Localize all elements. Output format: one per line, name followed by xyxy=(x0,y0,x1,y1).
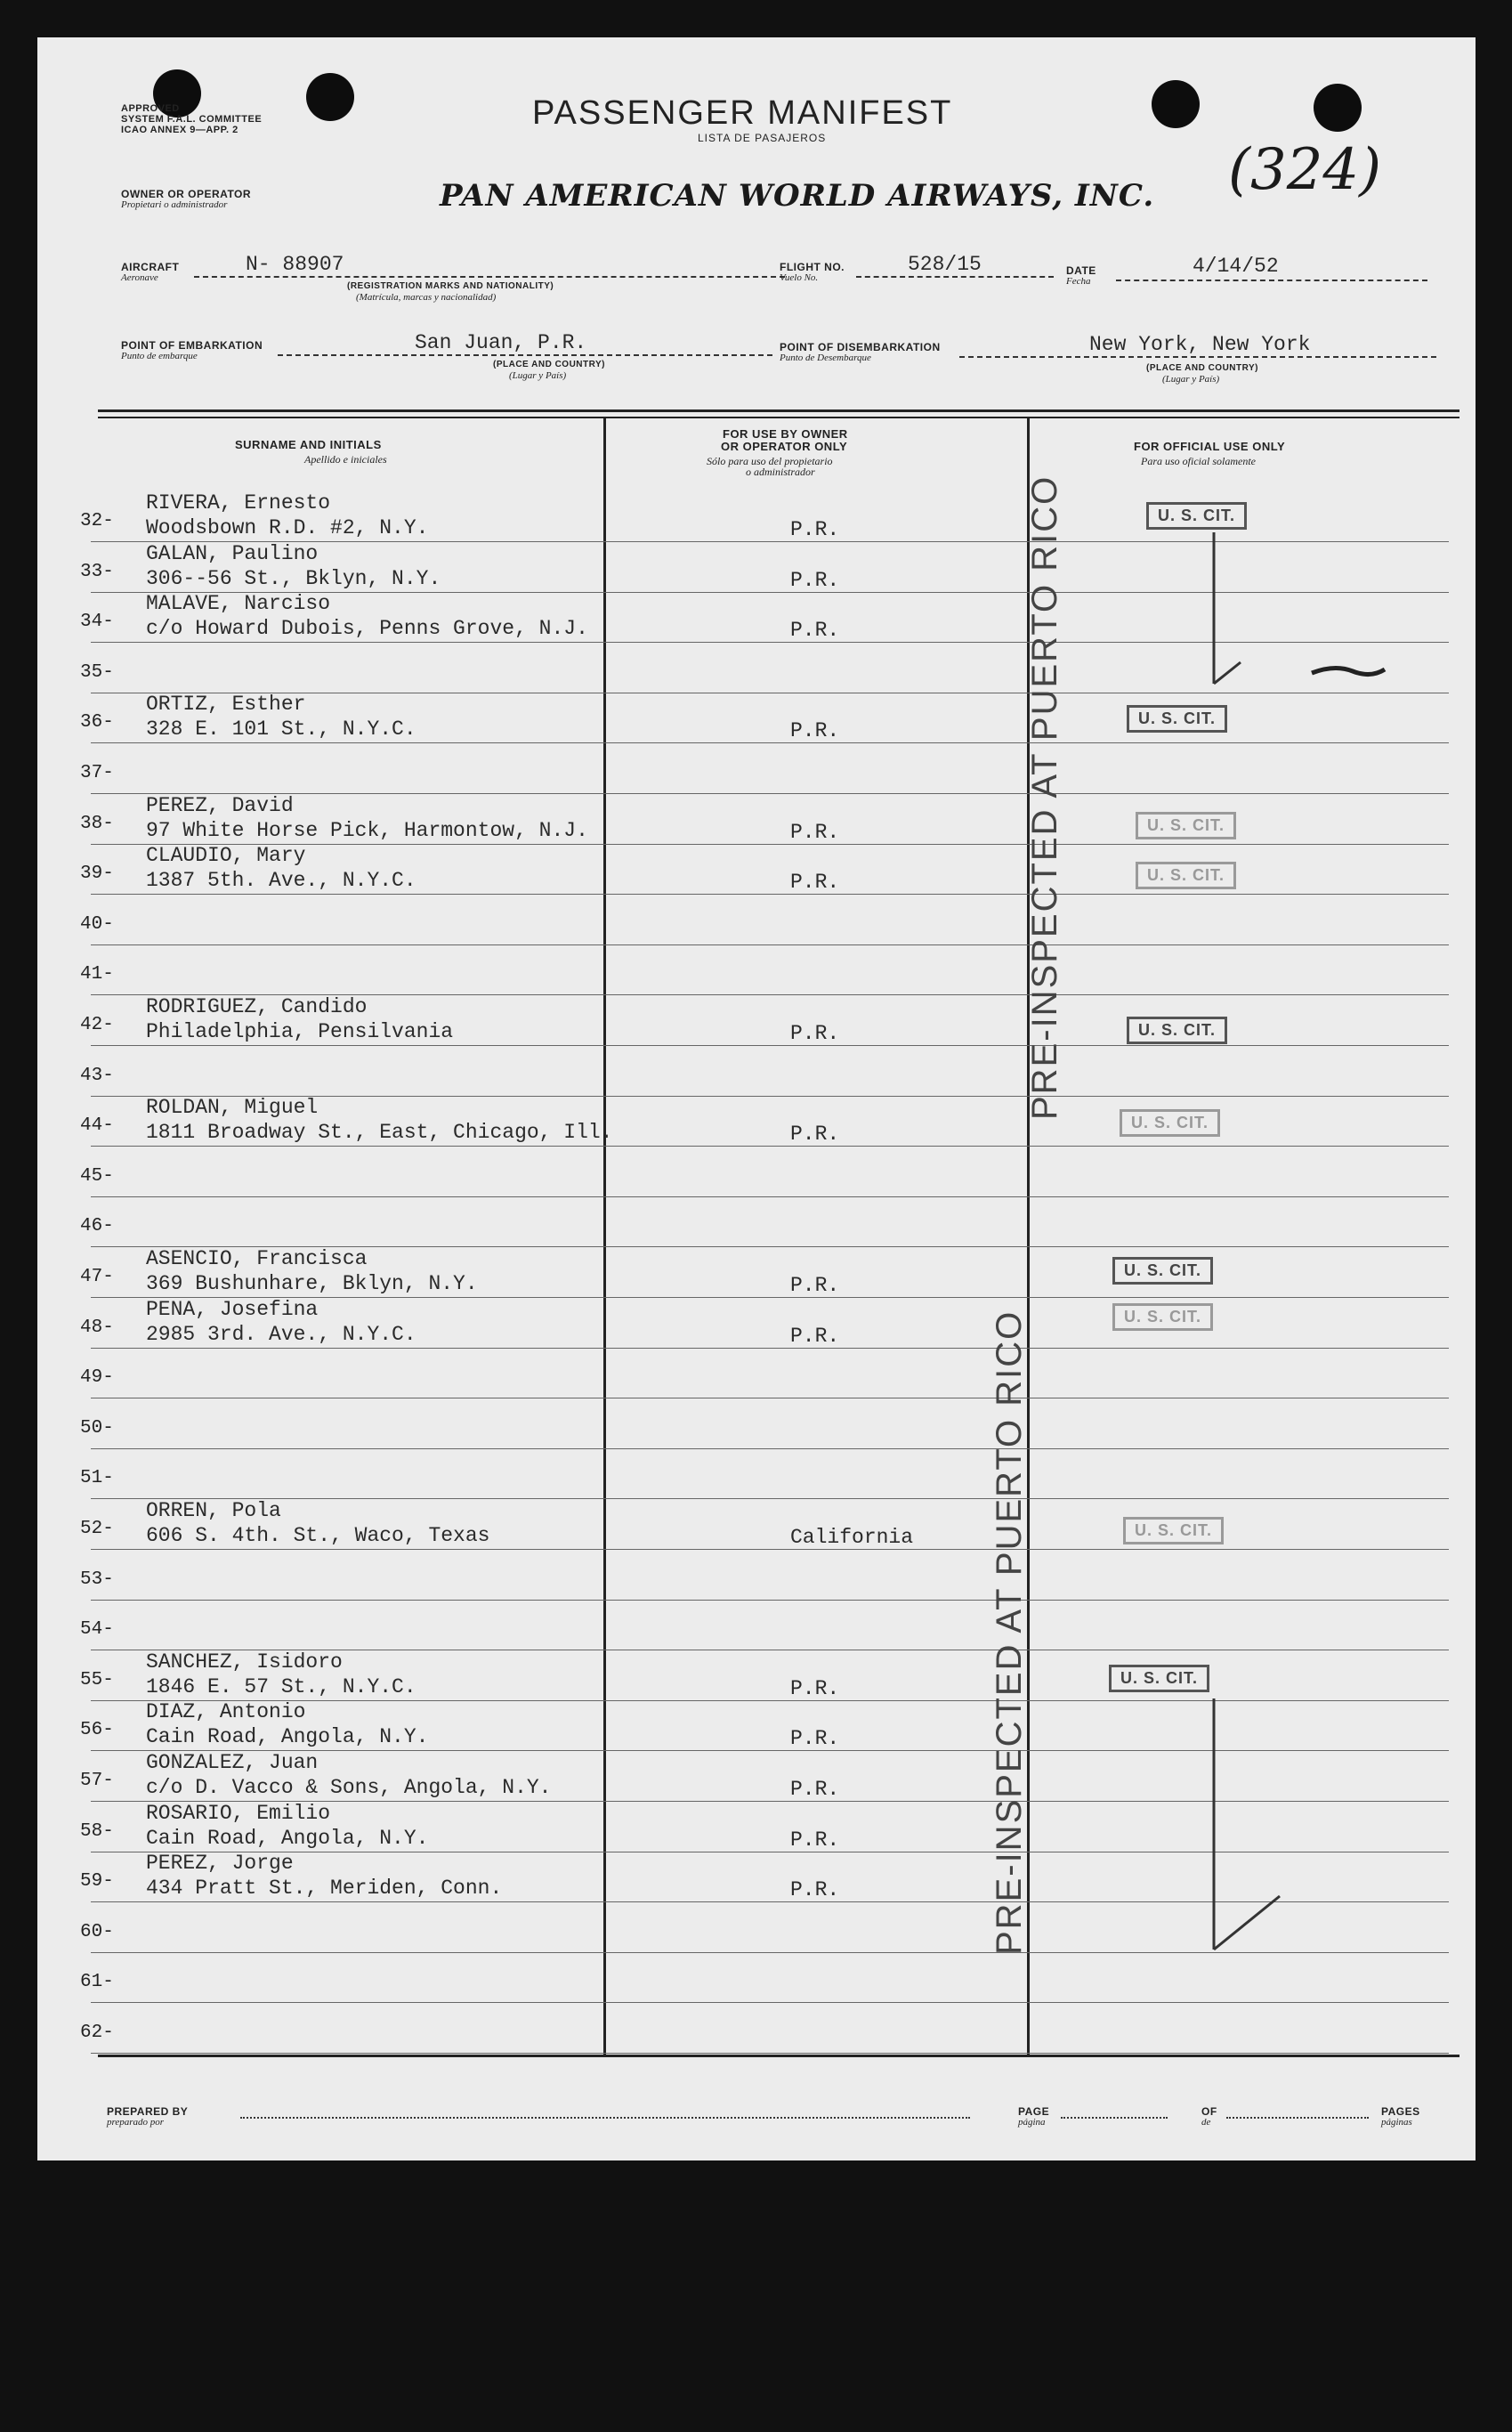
passenger-address: Cain Road, Angola, N.Y. xyxy=(146,1826,429,1850)
row-number: 43- xyxy=(80,1065,114,1086)
row-number: 56- xyxy=(80,1720,114,1741)
passenger-address: 606 S. 4th. St., Waco, Texas xyxy=(146,1524,490,1547)
row-number: 53- xyxy=(80,1569,114,1590)
origin-code: P.R. xyxy=(790,568,840,592)
disembark-note: (PLACE AND COUNTRY) xyxy=(1146,363,1258,373)
row-number: 42- xyxy=(80,1015,114,1035)
row-line xyxy=(91,944,1449,945)
row-number: 59- xyxy=(80,1871,114,1893)
aircraft-label-es: Aeronave xyxy=(121,272,158,283)
passenger-name: RODRIGUEZ, Candido xyxy=(146,995,368,1018)
of-label-es: de xyxy=(1201,2117,1211,2128)
airline-name: PAN AMERICAN WORLD AIRWAYS, INC. xyxy=(440,178,1155,214)
scribble-mark xyxy=(1308,661,1388,682)
column-owner-header: FOR USE BY OWNER xyxy=(723,427,848,441)
row-number: 32- xyxy=(80,511,114,531)
passenger-name: MALAVE, Narciso xyxy=(146,592,331,616)
header-rule xyxy=(98,417,1459,418)
page-title: PASSENGER MANIFEST xyxy=(532,94,953,132)
row-number: 62- xyxy=(80,2023,114,2043)
origin-code: P.R. xyxy=(790,1778,840,1801)
date-value: 4/14/52 xyxy=(1193,255,1279,278)
aircraft-label: AIRCRAFT xyxy=(121,261,180,273)
passenger-name: ROSARIO, Emilio xyxy=(146,1801,331,1825)
prepared-by-line xyxy=(240,2117,970,2119)
passenger-name: SANCHEZ, Isidoro xyxy=(146,1650,343,1674)
origin-code: P.R. xyxy=(790,1878,840,1902)
embark-label-es: Punto de embarque xyxy=(121,351,198,361)
row-line xyxy=(91,1448,1449,1449)
column-surname-header: SURNAME AND INITIALS xyxy=(235,438,382,451)
date-label: DATE xyxy=(1066,264,1096,277)
origin-code: P.R. xyxy=(790,1324,840,1348)
row-line xyxy=(91,793,1449,794)
approval-line: ICAO ANNEX 9—APP. 2 xyxy=(121,125,239,135)
passenger-address: c/o D. Vacco & Sons, Angola, N.Y. xyxy=(146,1776,552,1799)
of-label: OF xyxy=(1201,2105,1217,2118)
row-line xyxy=(91,2053,1449,2054)
passenger-name: ROLDAN, Miguel xyxy=(146,1096,319,1120)
header-rule xyxy=(98,409,1459,412)
embark-value: San Juan, P.R. xyxy=(415,331,587,354)
us-cit-stamp: U. S. CIT. xyxy=(1120,1109,1220,1137)
page-line xyxy=(1061,2117,1168,2119)
row-number: 41- xyxy=(80,964,114,985)
row-number: 58- xyxy=(80,1820,114,1842)
disembark-note-es: (Lugar y País) xyxy=(1162,374,1220,385)
passenger-address: 1811 Broadway St., East, Chicago, Ill. xyxy=(146,1121,613,1145)
passenger-address: 369 Bushunhare, Bklyn, N.Y. xyxy=(146,1272,478,1295)
ditto-arrow xyxy=(1194,532,1248,693)
date-underline xyxy=(1116,280,1427,281)
punch-hole xyxy=(306,73,354,121)
origin-code: P.R. xyxy=(790,1828,840,1852)
row-number: 60- xyxy=(80,1921,114,1942)
approval-line: APPROVED xyxy=(121,103,180,114)
registration-note: (REGISTRATION MARKS AND NATIONALITY) xyxy=(347,281,554,291)
origin-code: P.R. xyxy=(790,719,840,743)
registration-note-es: (Matrícula, marcas y nacionalidad) xyxy=(356,292,497,303)
row-number: 45- xyxy=(80,1165,114,1187)
passenger-name: CLAUDIO, Mary xyxy=(146,844,306,868)
row-number: 37- xyxy=(80,763,114,783)
us-cit-stamp: U. S. CIT. xyxy=(1146,502,1247,530)
row-line xyxy=(91,1045,1449,1046)
passenger-name: GONZALEZ, Juan xyxy=(146,1751,319,1774)
us-cit-stamp: U. S. CIT. xyxy=(1127,1017,1227,1044)
owner-label-es: Propietari o administrador xyxy=(121,199,228,210)
origin-code: P.R. xyxy=(790,1022,840,1045)
passenger-address: 434 Pratt St., Meriden, Conn. xyxy=(146,1877,503,1901)
row-line xyxy=(91,1196,1449,1197)
row-number: 44- xyxy=(80,1115,114,1137)
passenger-address: 328 E. 101 St., N.Y.C. xyxy=(146,717,416,742)
pages-label: PAGES xyxy=(1381,2105,1420,2118)
row-line xyxy=(91,2002,1449,2003)
passenger-name: GALAN, Paulino xyxy=(146,541,319,565)
row-line xyxy=(91,1498,1449,1499)
embark-label: POINT OF EMBARKATION xyxy=(121,339,263,352)
preinspected-stamp: PRE-INSPECTED AT PUERTO RICO xyxy=(1025,474,1064,1120)
row-number: 49- xyxy=(80,1367,114,1389)
passenger-address: Philadelphia, Pensilvania xyxy=(146,1020,454,1043)
pages-label-es: páginas xyxy=(1381,2117,1412,2128)
origin-code: P.R. xyxy=(790,1676,840,1700)
row-number: 34- xyxy=(80,612,114,633)
approval-line: SYSTEM F.A.L. COMMITTEE xyxy=(121,114,263,125)
row-line xyxy=(91,1600,1449,1601)
origin-code: P.R. xyxy=(790,820,840,844)
preinspected-stamp: PRE-INSPECTED AT PUERTO RICO xyxy=(990,1309,1029,1955)
origin-code: P.R. xyxy=(790,871,840,895)
row-number: 51- xyxy=(80,1468,114,1489)
disembark-underline xyxy=(959,356,1436,358)
flight-underline xyxy=(856,276,1054,278)
passenger-address: c/o Howard Dubois, Penns Grove, N.J. xyxy=(146,617,588,641)
us-cit-stamp: U. S. CIT. xyxy=(1136,812,1236,839)
us-cit-stamp: U. S. CIT. xyxy=(1109,1665,1209,1692)
embark-underline xyxy=(278,354,772,356)
column-official-header: FOR OFFICIAL USE ONLY xyxy=(1134,440,1286,453)
column-owner-header-es: Sólo para uso del propietario xyxy=(707,455,833,467)
row-number: 57- xyxy=(80,1771,114,1791)
row-number: 38- xyxy=(80,813,114,834)
origin-code: California xyxy=(790,1526,914,1549)
us-cit-stamp: U. S. CIT. xyxy=(1112,1303,1213,1331)
row-line xyxy=(91,1146,1449,1147)
row-number: 33- xyxy=(80,561,114,582)
aircraft-underline xyxy=(194,276,785,278)
passenger-name: ORTIZ, Esther xyxy=(146,693,306,717)
row-line xyxy=(91,1348,1449,1349)
passenger-name: ORREN, Pola xyxy=(146,1499,281,1522)
origin-code: P.R. xyxy=(790,1123,840,1147)
disembark-label: POINT OF DISEMBARKATION xyxy=(780,341,941,353)
passenger-name: PEREZ, Jorge xyxy=(146,1852,294,1876)
row-number: 54- xyxy=(80,1619,114,1641)
row-number: 52- xyxy=(80,1519,114,1539)
origin-code: P.R. xyxy=(790,1274,840,1297)
punch-hole xyxy=(1314,84,1362,132)
column-divider xyxy=(603,418,606,2055)
passenger-address: 1387 5th. Ave., N.Y.C. xyxy=(146,869,416,893)
row-line xyxy=(91,1549,1449,1550)
passenger-name: PEREZ, David xyxy=(146,793,294,817)
page-label: PAGE xyxy=(1018,2105,1050,2118)
column-official-header-es: Para uso oficial solamente xyxy=(1141,455,1256,467)
row-number: 55- xyxy=(80,1669,114,1690)
passenger-address: 306--56 St., Bklyn, N.Y. xyxy=(146,566,441,590)
passenger-address: 97 White Horse Pick, Harmontow, N.J. xyxy=(146,818,588,842)
of-line xyxy=(1226,2117,1369,2119)
row-number: 48- xyxy=(80,1317,114,1338)
disembark-label-es: Punto de Desembarque xyxy=(780,353,871,363)
page-subtitle: LISTA DE PASAJEROS xyxy=(698,132,827,144)
date-label-es: Fecha xyxy=(1066,276,1091,287)
disembark-value: New York, New York xyxy=(1089,333,1311,356)
passenger-address: Cain Road, Angola, N.Y. xyxy=(146,1725,429,1749)
origin-code: P.R. xyxy=(790,619,840,643)
table-bottom-rule xyxy=(98,2055,1459,2057)
embark-note: (PLACE AND COUNTRY) xyxy=(493,360,605,369)
flight-label-es: Vuelo No. xyxy=(780,272,819,283)
row-number: 46- xyxy=(80,1216,114,1237)
row-number: 36- xyxy=(80,712,114,734)
us-cit-stamp: U. S. CIT. xyxy=(1136,862,1236,889)
passenger-address: 1846 E. 57 St., N.Y.C. xyxy=(146,1674,416,1698)
prepared-by-label: PREPARED BY xyxy=(107,2105,189,2118)
row-number: 40- xyxy=(80,913,114,935)
row-number: 61- xyxy=(80,1972,114,1993)
us-cit-stamp: U. S. CIT. xyxy=(1112,1257,1213,1285)
row-number: 47- xyxy=(80,1267,114,1287)
handwritten-page-number: (324) xyxy=(1228,137,1382,203)
flight-value: 528/15 xyxy=(908,253,982,276)
row-number: 35- xyxy=(80,661,114,683)
passenger-name: ASENCIO, Francisca xyxy=(146,1247,368,1270)
embark-note-es: (Lugar y País) xyxy=(509,370,567,381)
passenger-name: DIAZ, Antonio xyxy=(146,1700,306,1724)
owner-label: OWNER OR OPERATOR xyxy=(121,188,252,200)
aircraft-value: N- 88907 xyxy=(246,253,344,276)
passenger-name: PENA, Josefina xyxy=(146,1297,319,1321)
row-line xyxy=(91,742,1449,743)
prepared-by-label-es: preparado por xyxy=(107,2117,165,2128)
origin-code: P.R. xyxy=(790,518,840,541)
us-cit-stamp: U. S. CIT. xyxy=(1127,705,1227,733)
flight-label: FLIGHT NO. xyxy=(780,261,845,273)
us-cit-stamp: U. S. CIT. xyxy=(1123,1517,1224,1544)
punch-hole xyxy=(1152,80,1200,128)
manifest-sheet xyxy=(37,37,1476,2160)
origin-code: P.R. xyxy=(790,1727,840,1751)
passenger-address: Woodsbown R.D. #2, N.Y. xyxy=(146,516,429,539)
row-number: 39- xyxy=(80,863,114,885)
column-surname-header-es: Apellido e iniciales xyxy=(304,453,387,466)
ditto-arrow xyxy=(1194,1698,1310,1957)
page-label-es: página xyxy=(1018,2117,1046,2128)
column-owner-header: OR OPERATOR ONLY xyxy=(721,440,848,453)
row-number: 50- xyxy=(80,1417,114,1439)
passenger-name: RIVERA, Ernesto xyxy=(146,491,331,515)
column-owner-header-es: o administrador xyxy=(746,466,815,478)
passenger-address: 2985 3rd. Ave., N.Y.C. xyxy=(146,1322,416,1346)
row-line xyxy=(91,894,1449,895)
